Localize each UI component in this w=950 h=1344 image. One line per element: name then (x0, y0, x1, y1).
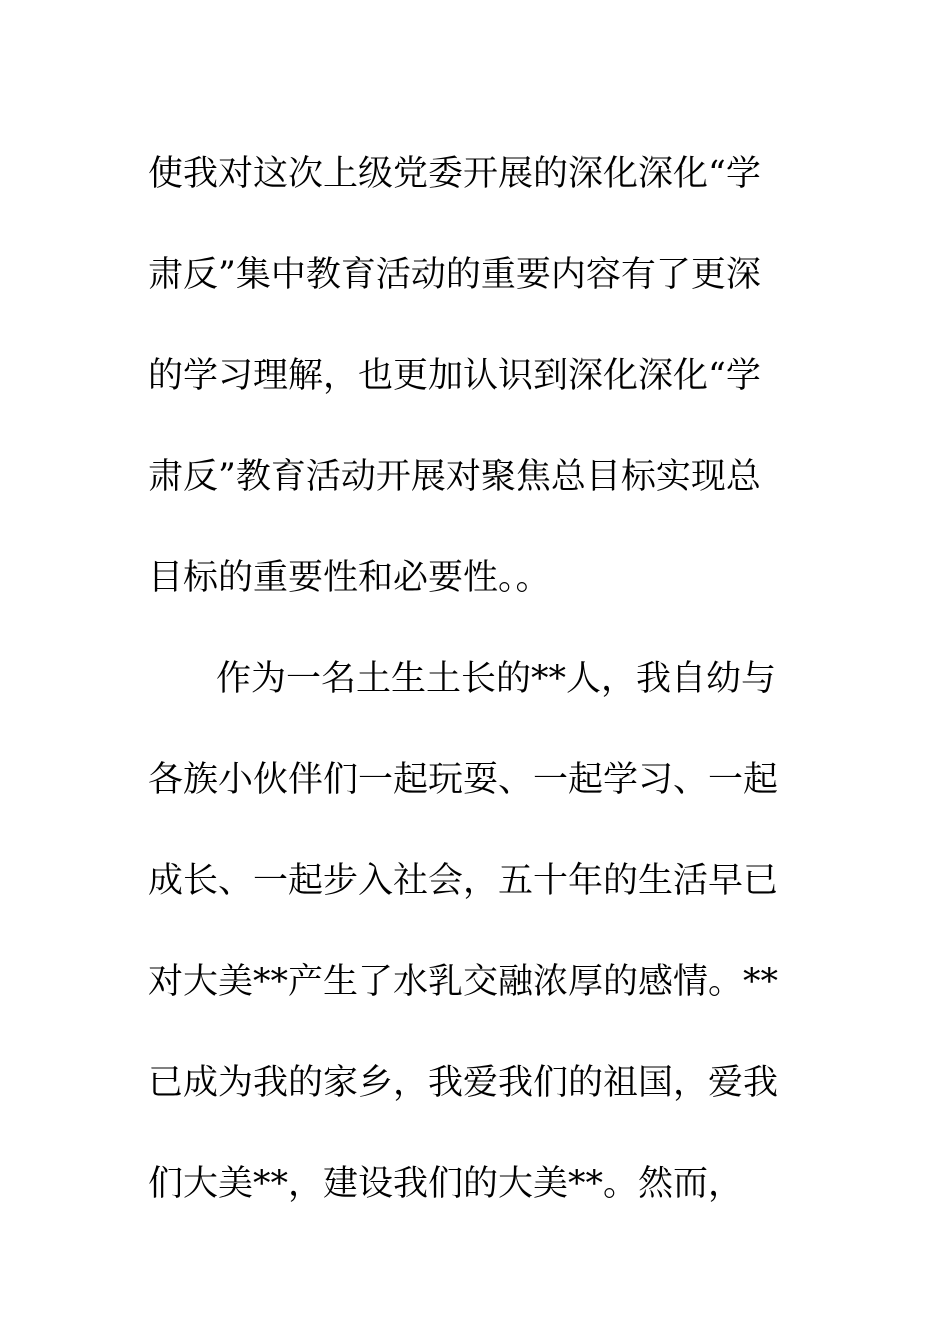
text-line: 目标的重要性和必要性。。 (148, 558, 551, 598)
text-line: 成长、一起步入社会，五十年的生活早已 (148, 861, 779, 901)
text-line: 已成为我的家乡，我爱我们的祖国，爱我 (148, 1063, 779, 1103)
text-line: 对大美**产生了水乳交融浓厚的感情。** (148, 962, 779, 1002)
text-line: 各族小伙伴们一起玩耍、一起学习、一起 (148, 760, 779, 800)
document-body (148, 124, 788, 1235)
text-line: 的学习理解，也更加认识到深化深化“学 (148, 356, 761, 396)
paragraph-first-line: 作为一名土生土长的**人，我自幼与 (216, 659, 777, 699)
text-line: 肃反”教育活动开展对聚焦总目标实现总 (148, 457, 761, 497)
text-line: 肃反”集中教育活动的重要内容有了更深 (148, 255, 761, 295)
text-line: 们大美**，建设我们的大美**。然而， (148, 1164, 744, 1204)
text-line: 使我对这次上级党委开展的深化深化“学 (148, 154, 761, 194)
